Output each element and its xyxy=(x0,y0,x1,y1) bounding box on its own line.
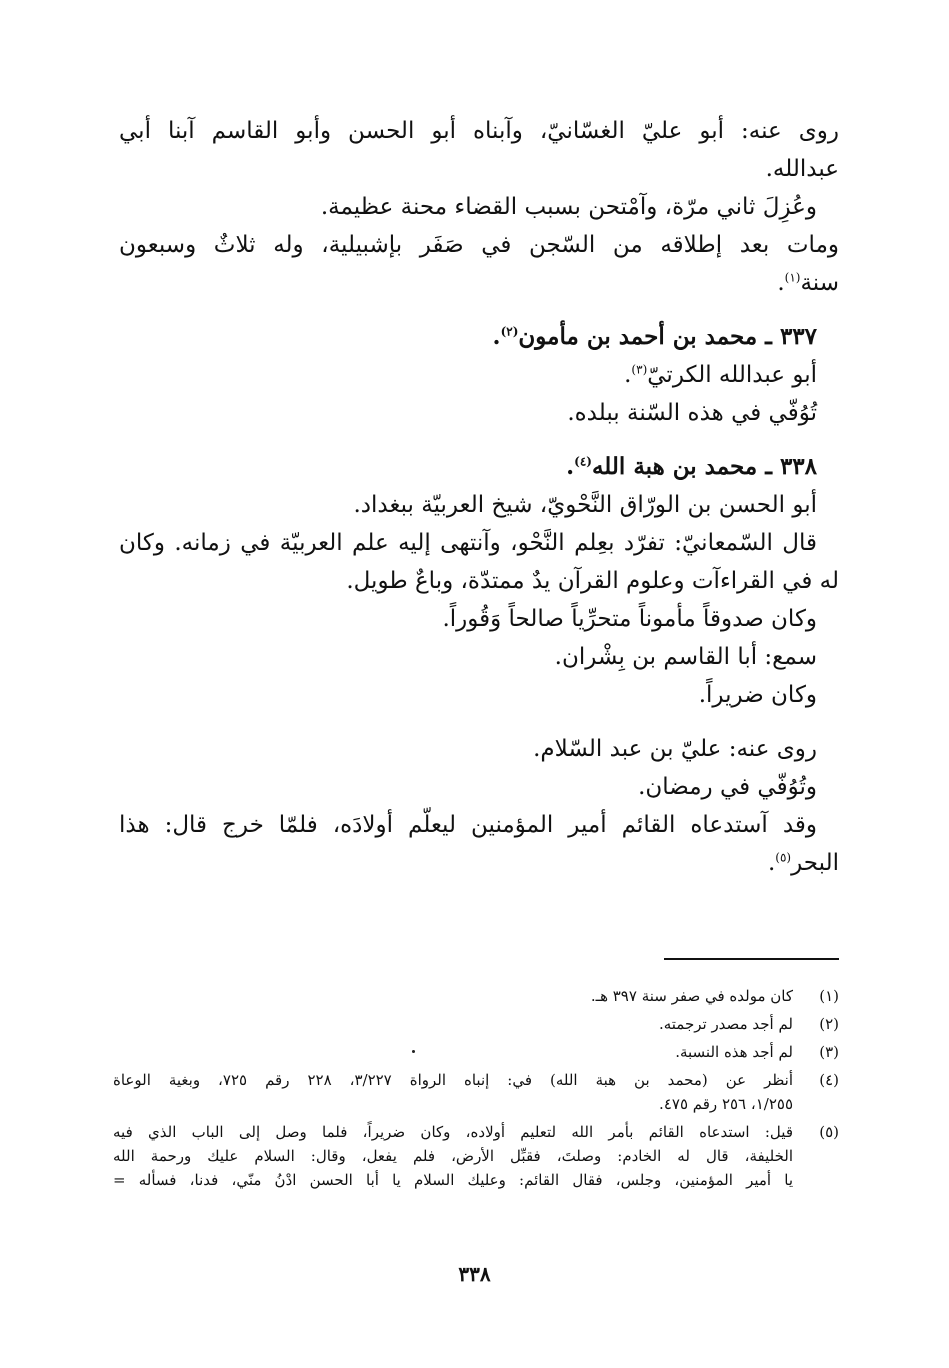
text-line: قال السّمعانيّ: تفرّد بعِلم النَّحْو، وآنتهى إليه علم العربيّة في زمانه. وكان xyxy=(119,530,817,556)
footnote xyxy=(113,1012,839,1036)
footnote xyxy=(113,1120,839,1192)
text-line: وتُوُفّي في رمضان. xyxy=(638,774,817,800)
footnote-marker: (٣) xyxy=(631,362,648,377)
text-line: سمع: أبا القاسم بن بِشْران. xyxy=(554,644,817,670)
footnote-line: الخليفة، قال له الخادم: وصلتَ، فقبِّل الأرض، فلم يفعل، وقال: السلام عليك ورحمة الله xyxy=(113,1147,793,1165)
footnote-number: (٣) xyxy=(819,1043,839,1061)
footnote-separator xyxy=(664,958,839,960)
period: . xyxy=(492,323,501,350)
text-line: تُوُفّي في هذه السّنة ببلده. xyxy=(567,400,817,426)
text-line: روى عنه: عليّ بن عبد السّلام. xyxy=(533,736,817,762)
entry-title-text: ٣٣٨ ـ محمد بن هبة الله xyxy=(591,453,817,480)
footnote xyxy=(113,1068,839,1116)
entry-title xyxy=(119,318,839,356)
footnote-marker: (٤) xyxy=(574,454,592,469)
footnote-number: (٢) xyxy=(819,1015,839,1033)
footnote-line: قيل: استدعاه القائم بأمر الله لتعليم أولاده، وكان ضريراً، فلما وصل إلى الباب الذي فيه xyxy=(113,1123,793,1141)
footnote-text xyxy=(113,1040,793,1064)
page-number: ٣٣٨ xyxy=(458,1262,491,1286)
footnote-text xyxy=(113,1068,793,1116)
footnote-line: لم أجد مصدر ترجمته. xyxy=(658,1015,793,1033)
footnote-line: كان مولده في صفر سنة ٣٩٧ هـ. xyxy=(590,987,793,1005)
entry-title xyxy=(119,448,839,486)
footnotes xyxy=(113,984,839,1192)
footnote-line: أنظر عن (محمد بن هبة الله) في: إنباه الرواة ٣/٢٢٧، ٢٢٨ رقم ٧٢٥، وبغية الوعاة xyxy=(113,1071,793,1089)
text-line xyxy=(119,356,839,394)
footnote-text xyxy=(113,984,793,1008)
text-line: وقد آستدعاه القائم أمير المؤمنين ليعلّم أولادَه، فلمّا خرج قال: هذا xyxy=(119,812,817,838)
footnote-marker: (٥) xyxy=(775,850,792,865)
entry-title-text: ٣٣٧ ـ محمد بن أحمد بن مأمون xyxy=(518,323,817,350)
scan-speck xyxy=(412,1050,415,1053)
footnote-text xyxy=(113,1120,793,1192)
footnote-number: (٥) xyxy=(819,1123,839,1141)
period: . xyxy=(767,850,776,876)
footnote-line: ١/٢٥٥، ٢٥٦ رقم ٤٧٥. xyxy=(659,1095,793,1113)
footnote-line: لم أجد هذه النسبة. xyxy=(675,1043,793,1061)
text-line: وكان ضريراً. xyxy=(698,682,817,708)
footnote xyxy=(113,1040,839,1064)
text-line: وكان صدوقاً مأموناً متحرِّياً صالحاً وَقُوراً. xyxy=(442,606,817,632)
footnote-text xyxy=(113,1012,793,1036)
period: . xyxy=(566,453,575,480)
text-line xyxy=(119,844,839,882)
period: . xyxy=(777,270,785,296)
text-line: له في القراءآت وعلوم القرآن يدٌ ممتدّة، وباعٌ طويل. xyxy=(346,568,839,594)
footnote xyxy=(113,984,839,1008)
footnote-number: (٤) xyxy=(819,1071,839,1089)
footnote-number: (١) xyxy=(819,987,839,1005)
period: . xyxy=(624,362,632,388)
text-line: أبو الحسن بن الورّاق النَّحْويّ، شيخ العربيّة ببغداد. xyxy=(353,492,817,518)
text-line: روى عنه: أبو عليّ الغسّانيّ، وآبناه أبو الحسن وأبو القاسم آبنا أبي xyxy=(119,118,839,144)
footnote-marker: (٢) xyxy=(500,324,519,339)
text-line: وعُزِلَ ثاني مرّة، وآمْتحن بسبب القضاء محنة عظيمة. xyxy=(320,194,817,220)
footnote-line: يا أمير المؤمنين، وجلس، فقال القائم: وعليك السلام يا أبا الحسن ادْنُ منّي، فدنا، فسأله = xyxy=(113,1171,793,1189)
text-line-content: البحر xyxy=(791,850,839,876)
text-line-content: سنة xyxy=(800,270,839,296)
text-line-content: أبو عبدالله الكرتيّ xyxy=(647,362,817,388)
footnote-marker: (١) xyxy=(784,270,801,285)
text-line: عبدالله. xyxy=(765,156,839,182)
text-line: ومات بعد إطلاقه من السّجن في صَفَر بإشبيلية، وله ثلاثٌ وسبعون xyxy=(119,232,839,258)
main-text xyxy=(119,112,839,882)
text-line xyxy=(119,264,839,302)
